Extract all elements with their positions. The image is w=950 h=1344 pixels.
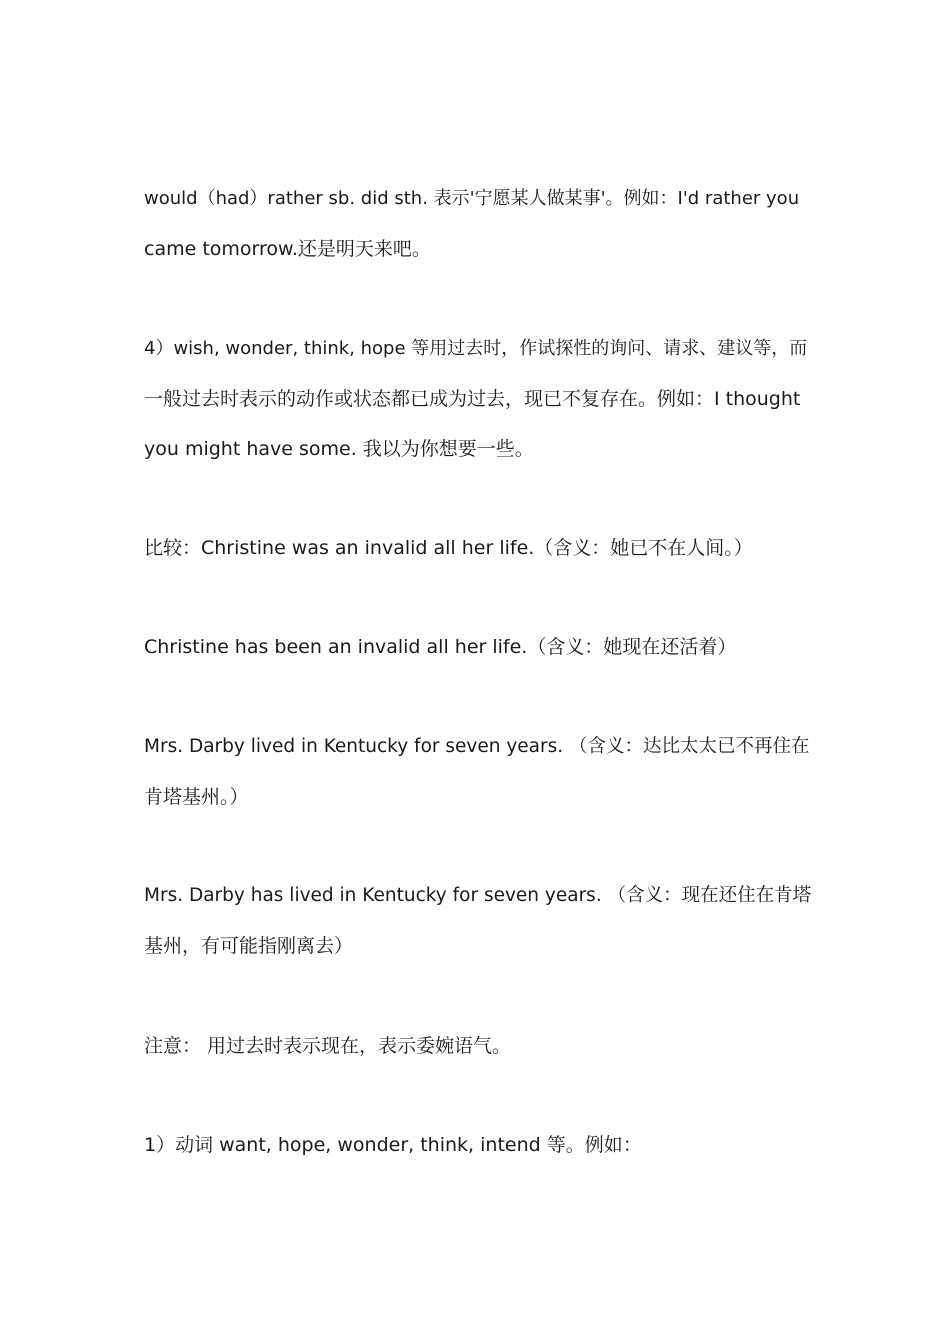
text-line: 1）动词 want, hope, wonder, think, intend 等。例如： <box>144 1134 642 1156</box>
text-line: 一般过去时表示的动作或状态都已成为过去，现已不复存在。例如：I thought <box>144 388 801 410</box>
text-line: Mrs. Darby lived in Kentucky for seven years. （含义：达比太太已不再住在 <box>144 736 810 757</box>
paragraph-compare-was <box>144 523 814 573</box>
paragraph-note <box>144 1021 814 1071</box>
paragraph-darby-has-lived <box>144 871 814 971</box>
text-line: Mrs. Darby has lived in Kentucky for seven years. （含义：现在还住在肯塔 <box>144 885 812 906</box>
text-line: 4）wish, wonder, think, hope 等用过去时，作试探性的询问、请求、建议等，而 <box>144 338 808 359</box>
text-line: 肯塔基州。） <box>144 786 249 808</box>
paragraph-would-rather <box>144 174 814 274</box>
text-line: you might have some. 我以为你想要一些。 <box>144 438 534 460</box>
text-line: 基州，有可能指刚离去） <box>144 935 354 957</box>
paragraph-compare-has-been <box>144 622 814 672</box>
paragraph-verbs-list <box>144 1120 814 1170</box>
text-line: Christine has been an invalid all her life.（含义：她现在还活着） <box>144 636 737 658</box>
text-line: 比较：Christine was an invalid all her life.（含义：她已不在人间。） <box>144 537 753 559</box>
text-line: came tomorrow.还是明天来吧。 <box>144 238 431 260</box>
text-line: 注意： 用过去时表示现在，表示委婉语气。 <box>144 1035 512 1057</box>
paragraph-wish-wonder <box>144 324 814 474</box>
text-line: would（had）rather sb. did sth. 表示'宁愿某人做某事'。例如：I'd rather you <box>144 188 800 209</box>
paragraph-darby-lived <box>144 722 814 822</box>
